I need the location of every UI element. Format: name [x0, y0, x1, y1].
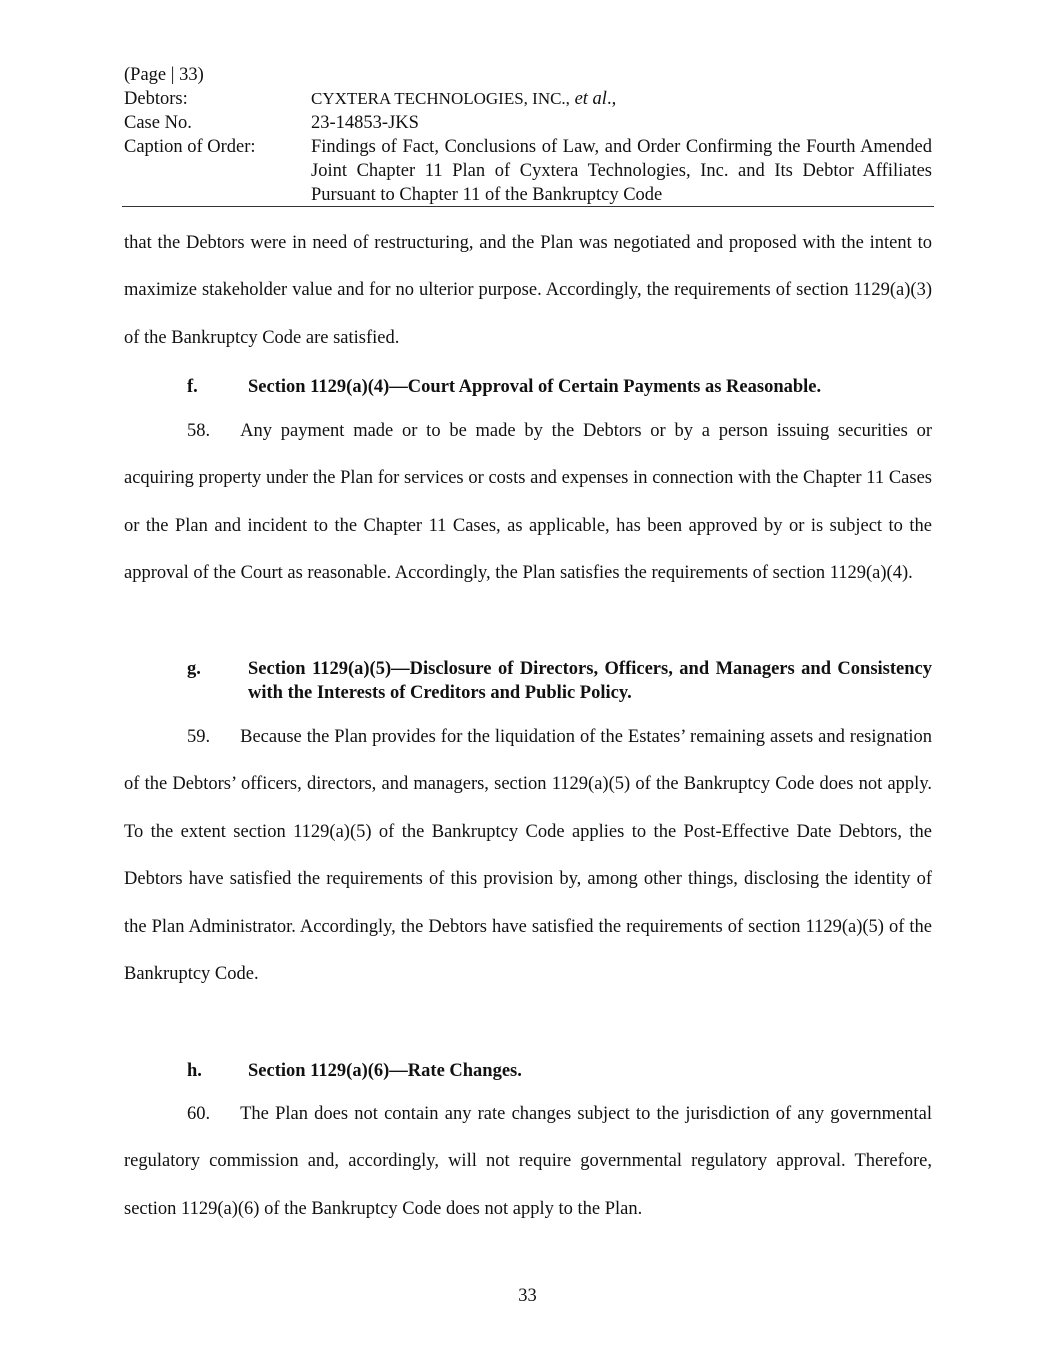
debtors-suffix: ., [606, 89, 617, 109]
paragraph-58-text: Any payment made or to be made by the Debtors or by a person issuing securities or acquiring property under the Plan for services or costs and expenses in connection with the Chapter 11 Cases or the Plan and incident to the Chapter 11 Cases, as applicable, has been approved by or is subject to the approval of the Court as reasonable. Accordingly, the Plan satisfies the requirements of section 1129(a)(4). [124, 421, 932, 584]
caption-label: Caption of Order: [124, 137, 256, 157]
section-f-title: Section 1129(a)(4)—Court Approval of Certain Payments as Reasonable. [248, 377, 822, 397]
debtors-name: CYXTERA TECHNOLOGIES, INC., [311, 89, 570, 108]
debtors-etal: et al [574, 89, 607, 109]
continuation-paragraph: that the Debtors were in need of restructuring, and the Plan was negotiated and proposed with the intent to maximize stakeholder value and for no ulterior purpose. Accordingly, the requirements of section 1129(a)(3) of the Bankruptcy Code are satisfied. [124, 233, 932, 348]
page-number: 33 [518, 1286, 537, 1306]
paragraph-58-number: 58. [187, 421, 211, 441]
paragraph-59-text: Because the Plan provides for the liquidation of the Estates’ remaining assets and resignation of the Debtors’ officers, directors, and managers, section 1129(a)(5) of the Bankruptcy Code does not apply. To the extent section 1129(a)(5) of the Bankruptcy Code applies to the Post-Effective Date Debtors, the Debtors have satisfied the requirements of this provision by, among other things, disclosing the identity of the Plan Administrator. Accordingly, the Debtors have satisfied the requirements of section 1129(a)(5) of the Bankruptcy Code. [124, 727, 932, 985]
paragraph-60 [124, 1091, 932, 1233]
debtors-label: Debtors: [124, 89, 188, 109]
case-number: 23-14853-JKS [311, 113, 419, 133]
paragraph-59-number: 59. [187, 727, 211, 747]
caption-value: Findings of Fact, Conclusions of Law, and Order Confirming the Fourth Amended Joint Chapter 11 Plan of Cyxtera Technologies, Inc. and Its Debtor Affiliates Pursuant to Chapter 11 of the Bankruptcy Code [311, 137, 932, 205]
paragraph-58 [124, 408, 932, 598]
section-g-heading [124, 657, 932, 705]
page-ref-text: (Page | 33) [124, 65, 204, 85]
section-f-letter: f. [187, 377, 198, 397]
section-g-letter: g. [187, 659, 201, 679]
header-divider [122, 206, 934, 207]
case-label: Case No. [124, 113, 192, 133]
section-h-title: Section 1129(a)(6)—Rate Changes. [248, 1061, 522, 1081]
paragraph-59 [124, 714, 932, 998]
section-g-title: Section 1129(a)(5)—Disclosure of Directors, Officers, and Managers and Consistency with the Interests of Creditors and Public Policy. [248, 659, 932, 703]
section-h-letter: h. [187, 1061, 202, 1081]
debtors-value [311, 87, 932, 111]
paragraph-60-number: 60. [187, 1104, 211, 1124]
paragraph-60-text: The Plan does not contain any rate changes subject to the jurisdiction of any governmental regulatory commission and, accordingly, will not require governmental regulatory approval. Therefore, section 1129(a)(6) of the Bankruptcy Code does not apply to the Plan. [124, 1104, 932, 1219]
